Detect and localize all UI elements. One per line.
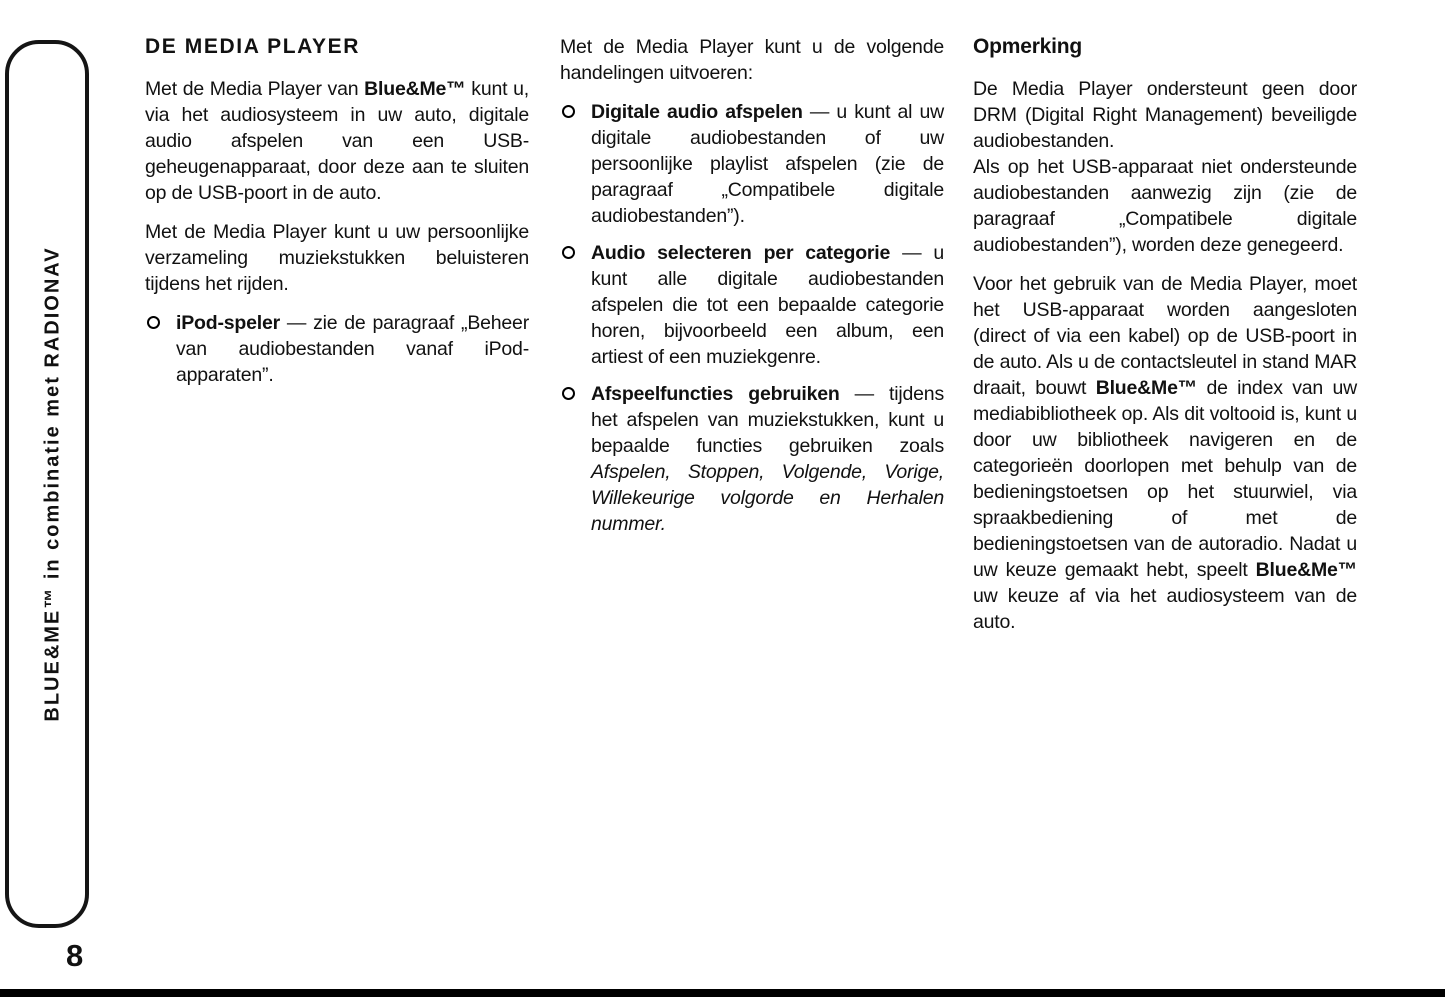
list-item-term: Audio selecteren per categorie bbox=[591, 242, 891, 264]
text-segment: — zie de paragraaf „Beheer van audiobestanden vanaf iPod-apparaten”. bbox=[176, 312, 529, 386]
text-segment: — u kunt alle digitale audiobestanden afspelen die tot een bepaalde categorie horen, bijvoorbeeld een album, een artiest of een muziekgenre. bbox=[591, 242, 944, 368]
brand-name: Blue&Me™ bbox=[364, 78, 466, 100]
page-footer-rule bbox=[0, 989, 1445, 997]
text-segment: de index van uw mediabibliotheek op. Als dit voltooid is, kunt u door uw bibliotheek navigeren en de categorieën doorlopen met behulp van de bedieningstoetsen op het stuurwiel, via spraakbediening of met de bedieningstoetsen van de autoradio. Nadat u uw keuze gemaakt hebt, speelt bbox=[973, 377, 1357, 581]
column-middle bbox=[560, 34, 944, 548]
paragraph: Met de Media Player kunt u uw persoonlijke verzameling muziekstukken beluisteren tijdens het rijden. bbox=[145, 221, 529, 295]
section-tab bbox=[5, 40, 89, 928]
paragraph: Met de Media Player kunt u de volgende handelingen uitvoeren: bbox=[560, 36, 944, 84]
column-right bbox=[973, 34, 1357, 648]
list-item-term: iPod-speler bbox=[176, 312, 280, 334]
list-item bbox=[560, 240, 944, 370]
function-names-italic: Afspelen, Stoppen, Volgende, Vorige, Willekeurige volgorde en Herhalen nummer. bbox=[591, 461, 944, 535]
brand-name: Blue&Me™ bbox=[1095, 377, 1198, 399]
column-left bbox=[145, 34, 529, 399]
text-segment: — u kunt al uw digitale audiobestanden of uw persoonlijke playlist afspelen (zie de paragraaf „Compatibele digitale audiobestanden”). bbox=[591, 101, 944, 227]
list-item-text bbox=[591, 99, 944, 229]
paragraph: De Media Player ondersteunt geen door DRM (Digital Right Management) beveiligde audiobestanden. bbox=[973, 78, 1357, 152]
paragraph bbox=[145, 76, 529, 206]
paragraph: Als op het USB-apparaat niet ondersteunde audiobestanden aanwezig zijn (zie de paragraaf „Compatibele digitale audiobestanden”), worden deze genegeerd. bbox=[973, 156, 1357, 256]
section-tab-label: BLUE&ME™ in combinatie met RADIONAV bbox=[41, 246, 64, 722]
bullet-circle-icon bbox=[147, 316, 160, 329]
list-item-text bbox=[591, 381, 944, 537]
brand-name: Blue&Me™ bbox=[1255, 559, 1357, 581]
bullet-circle-icon bbox=[562, 246, 575, 259]
list-item bbox=[560, 381, 944, 537]
section-heading: DE MEDIA PLAYER bbox=[145, 35, 360, 58]
text-segment: uw keuze af via het audiosysteem van de auto. bbox=[973, 585, 1357, 633]
list-item bbox=[145, 310, 529, 388]
note-heading: Opmerking bbox=[973, 35, 1083, 58]
list-item bbox=[560, 99, 944, 229]
page-number: 8 bbox=[66, 938, 84, 973]
text-segment: — tijdens het afspelen van muziekstukken, kunt u bepaalde functies gebruiken zoals bbox=[591, 383, 944, 457]
list-item-term: Digitale audio afspelen bbox=[591, 101, 803, 123]
list-item-term: Afspeelfuncties gebruiken bbox=[591, 383, 840, 405]
paragraph-group bbox=[973, 76, 1357, 258]
text-segment: Met de Media Player van bbox=[145, 78, 365, 100]
paragraph bbox=[973, 271, 1357, 635]
bullet-circle-icon bbox=[562, 105, 575, 118]
text-segment: kunt u, via het audiosysteem in uw auto, digitale audio afspelen van een USB-geheugenapparaat, door deze aan te sluiten op de USB-poort in de auto. bbox=[145, 78, 529, 204]
list-item-text bbox=[176, 310, 529, 388]
bullet-circle-icon bbox=[562, 387, 575, 400]
text-segment: Voor het gebruik van de Media Player, moet het USB-apparaat worden aangesloten (direct of via een kabel) op de USB-poort in de auto. Als u de contactsleutel in stand MAR draait, bouwt bbox=[973, 273, 1357, 399]
list-item-text bbox=[591, 240, 944, 370]
